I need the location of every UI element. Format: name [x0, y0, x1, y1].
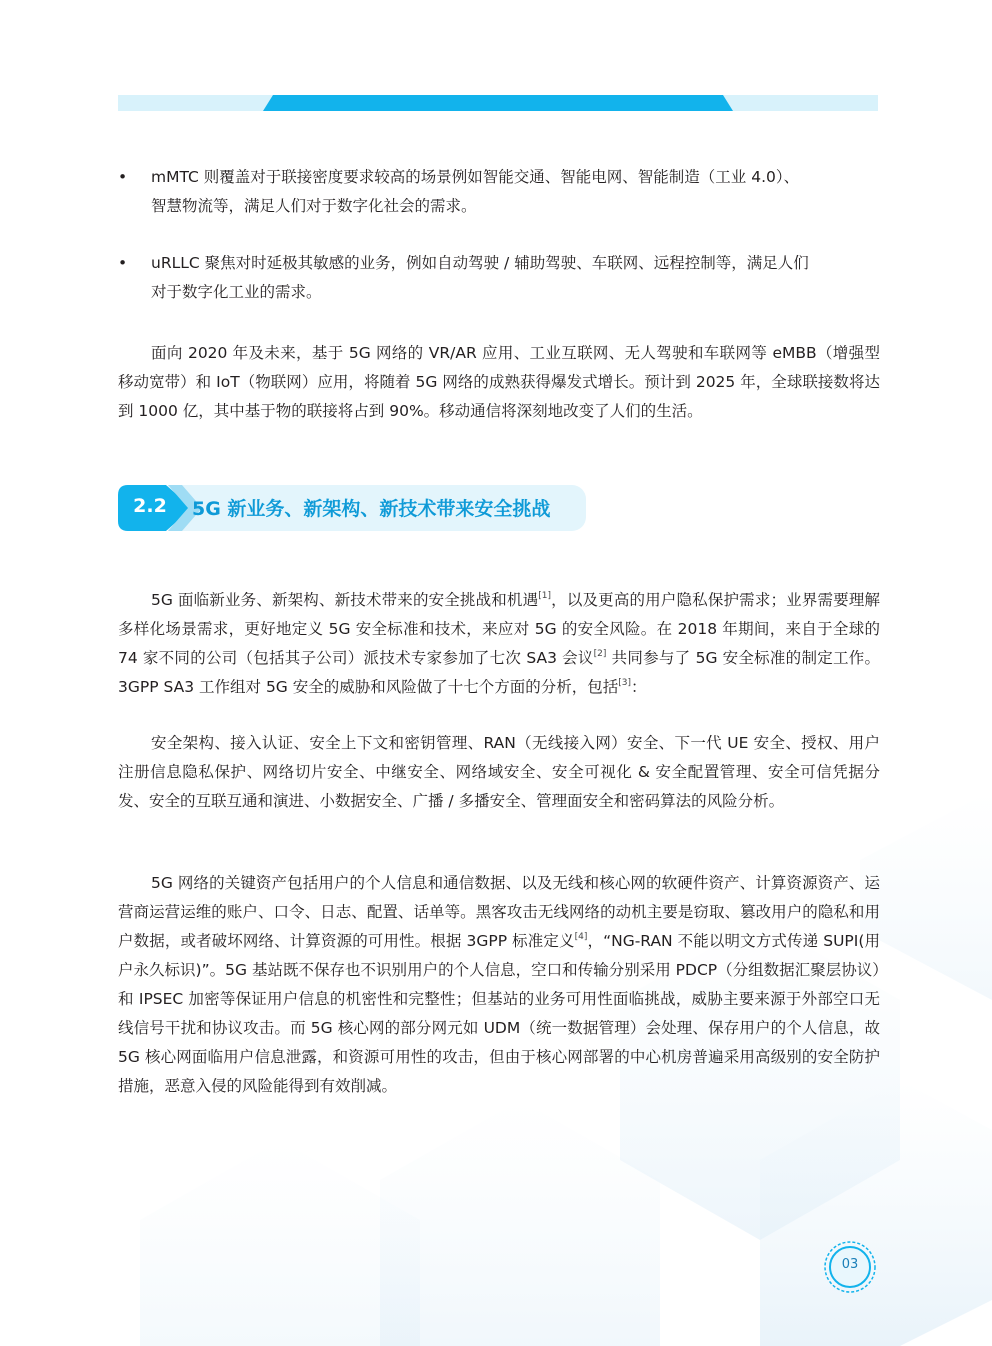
- section-number: 2.2: [133, 495, 167, 517]
- paragraph-text: 5G 网络的关键资产包括用户的个人信息和通信数据、以及无线和核心网的软硬件资产、计算资源资产、运营商运营运维的账户、口令、日志、配置、话单等。黑客攻击无线网络的动机主要是窃取、篡改用户的隐私和用户数据，或者破坏网络、计算资源的可用性。根据 3GPP 标准定义: [118, 874, 880, 950]
- citation-ref: [4]: [574, 932, 588, 942]
- paragraph-analysis-areas: 安全架构、接入认证、安全上下文和密钥管理、RAN（无线接入网）安全、下一代 UE 安全、授权、用户注册信息隐私保护、网络切片安全、中继安全、网络域安全、安全可视化 & 安全配置管理、安全可信凭据分发、安全的互联互通和演进、小数据安全、广播 / 多播安全、管理面安全和密码算法的风险分析。: [118, 734, 880, 810]
- bullet-marker: •: [118, 168, 128, 186]
- bullet-text-line: 对于数字化工业的需求。: [151, 283, 322, 301]
- bullet-text-line: 智慧物流等，满足人们对于数字化社会的需求。: [151, 197, 477, 215]
- citation-ref: [3]: [618, 678, 631, 688]
- page-number: 03: [841, 1257, 859, 1272]
- section-heading: [118, 481, 588, 535]
- paragraph-intro: 面向 2020 年及未来，基于 5G 网络的 VR/AR 应用、工业互联网、无人驾驶和车联网等 eMBB（增强型移动宽带）和 IoT（物联网）应用，将随着 5G 网络的成熟获得爆发式增长。预计到 2025 年，全球联接数将达到 1000 亿，其中基于物的联接将占到 90%。移动通信将深刻地改变了人们的生活。: [118, 344, 880, 420]
- bullet-urllc: [118, 249, 880, 307]
- bullet-mmtc: [118, 163, 880, 221]
- bullet-text-line: mMTC 则覆盖对于联接密度要求较高的场景例如智能交通、智能电网、智能制造（工业 4.0）、: [151, 168, 800, 186]
- citation-ref: [1]: [538, 591, 552, 601]
- paragraph-text: 共同参与了 5G 安全标准的制定工作。3GPP SA3 工作组对 5G 安全的威胁和风险做了十七个方面的分析，包括: [118, 649, 880, 696]
- citation-ref: [2]: [593, 649, 607, 659]
- paragraph-text: ，“NG-RAN 不能以明文方式传递 SUPI(用户永久标识)”。5G 基站既不保存也不识别用户的个人信息，空口和传输分别采用 PDCP（分组数据汇聚层协议）和 IPSEC 加密等保证用户信息的机密性和完整性；但基站的业务可用性面临挑战，威胁主要来源于外部空口无线信号干扰和协议攻击。而 5G 核心网的部分网元如 UDM（统一数据管理）会处理、保存用户的个人信息，故 5G 核心网面临用户信息泄露，和资源可用性的攻击，但由于核心网部署的中心机房普遍采用高级别的安全防护措施，恶意入侵的风险能得到有效削减。: [118, 932, 880, 1095]
- paragraph-security-challenges: [118, 586, 880, 702]
- bullet-text-line: uRLLC 聚焦对时延极其敏感的业务，例如自动驾驶 / 辅助驾驶、车联网、远程控制等，满足人们: [151, 254, 809, 272]
- section-title: 5G 新业务、新架构、新技术带来安全挑战: [192, 498, 551, 520]
- paragraph-key-assets: [118, 869, 880, 1101]
- page-number-badge: [823, 1240, 877, 1294]
- bullet-marker: •: [118, 254, 128, 272]
- paragraph-text: ：: [631, 678, 647, 696]
- paragraph-text: 5G 面临新业务、新架构、新技术带来的安全挑战和机遇: [151, 591, 539, 609]
- paragraph-text: ，以及更高的用户隐私保护需求；业界需要理解多样化场景需求，更好地定义 5G 安全标准和技术，来应对 5G 的安全风险。在 2018 年期间，来自于全球的 74 家不同的公司（包括其子公司）派技术专家参加了七次 SA3 会议: [118, 591, 880, 667]
- header-ribbon: [118, 95, 878, 111]
